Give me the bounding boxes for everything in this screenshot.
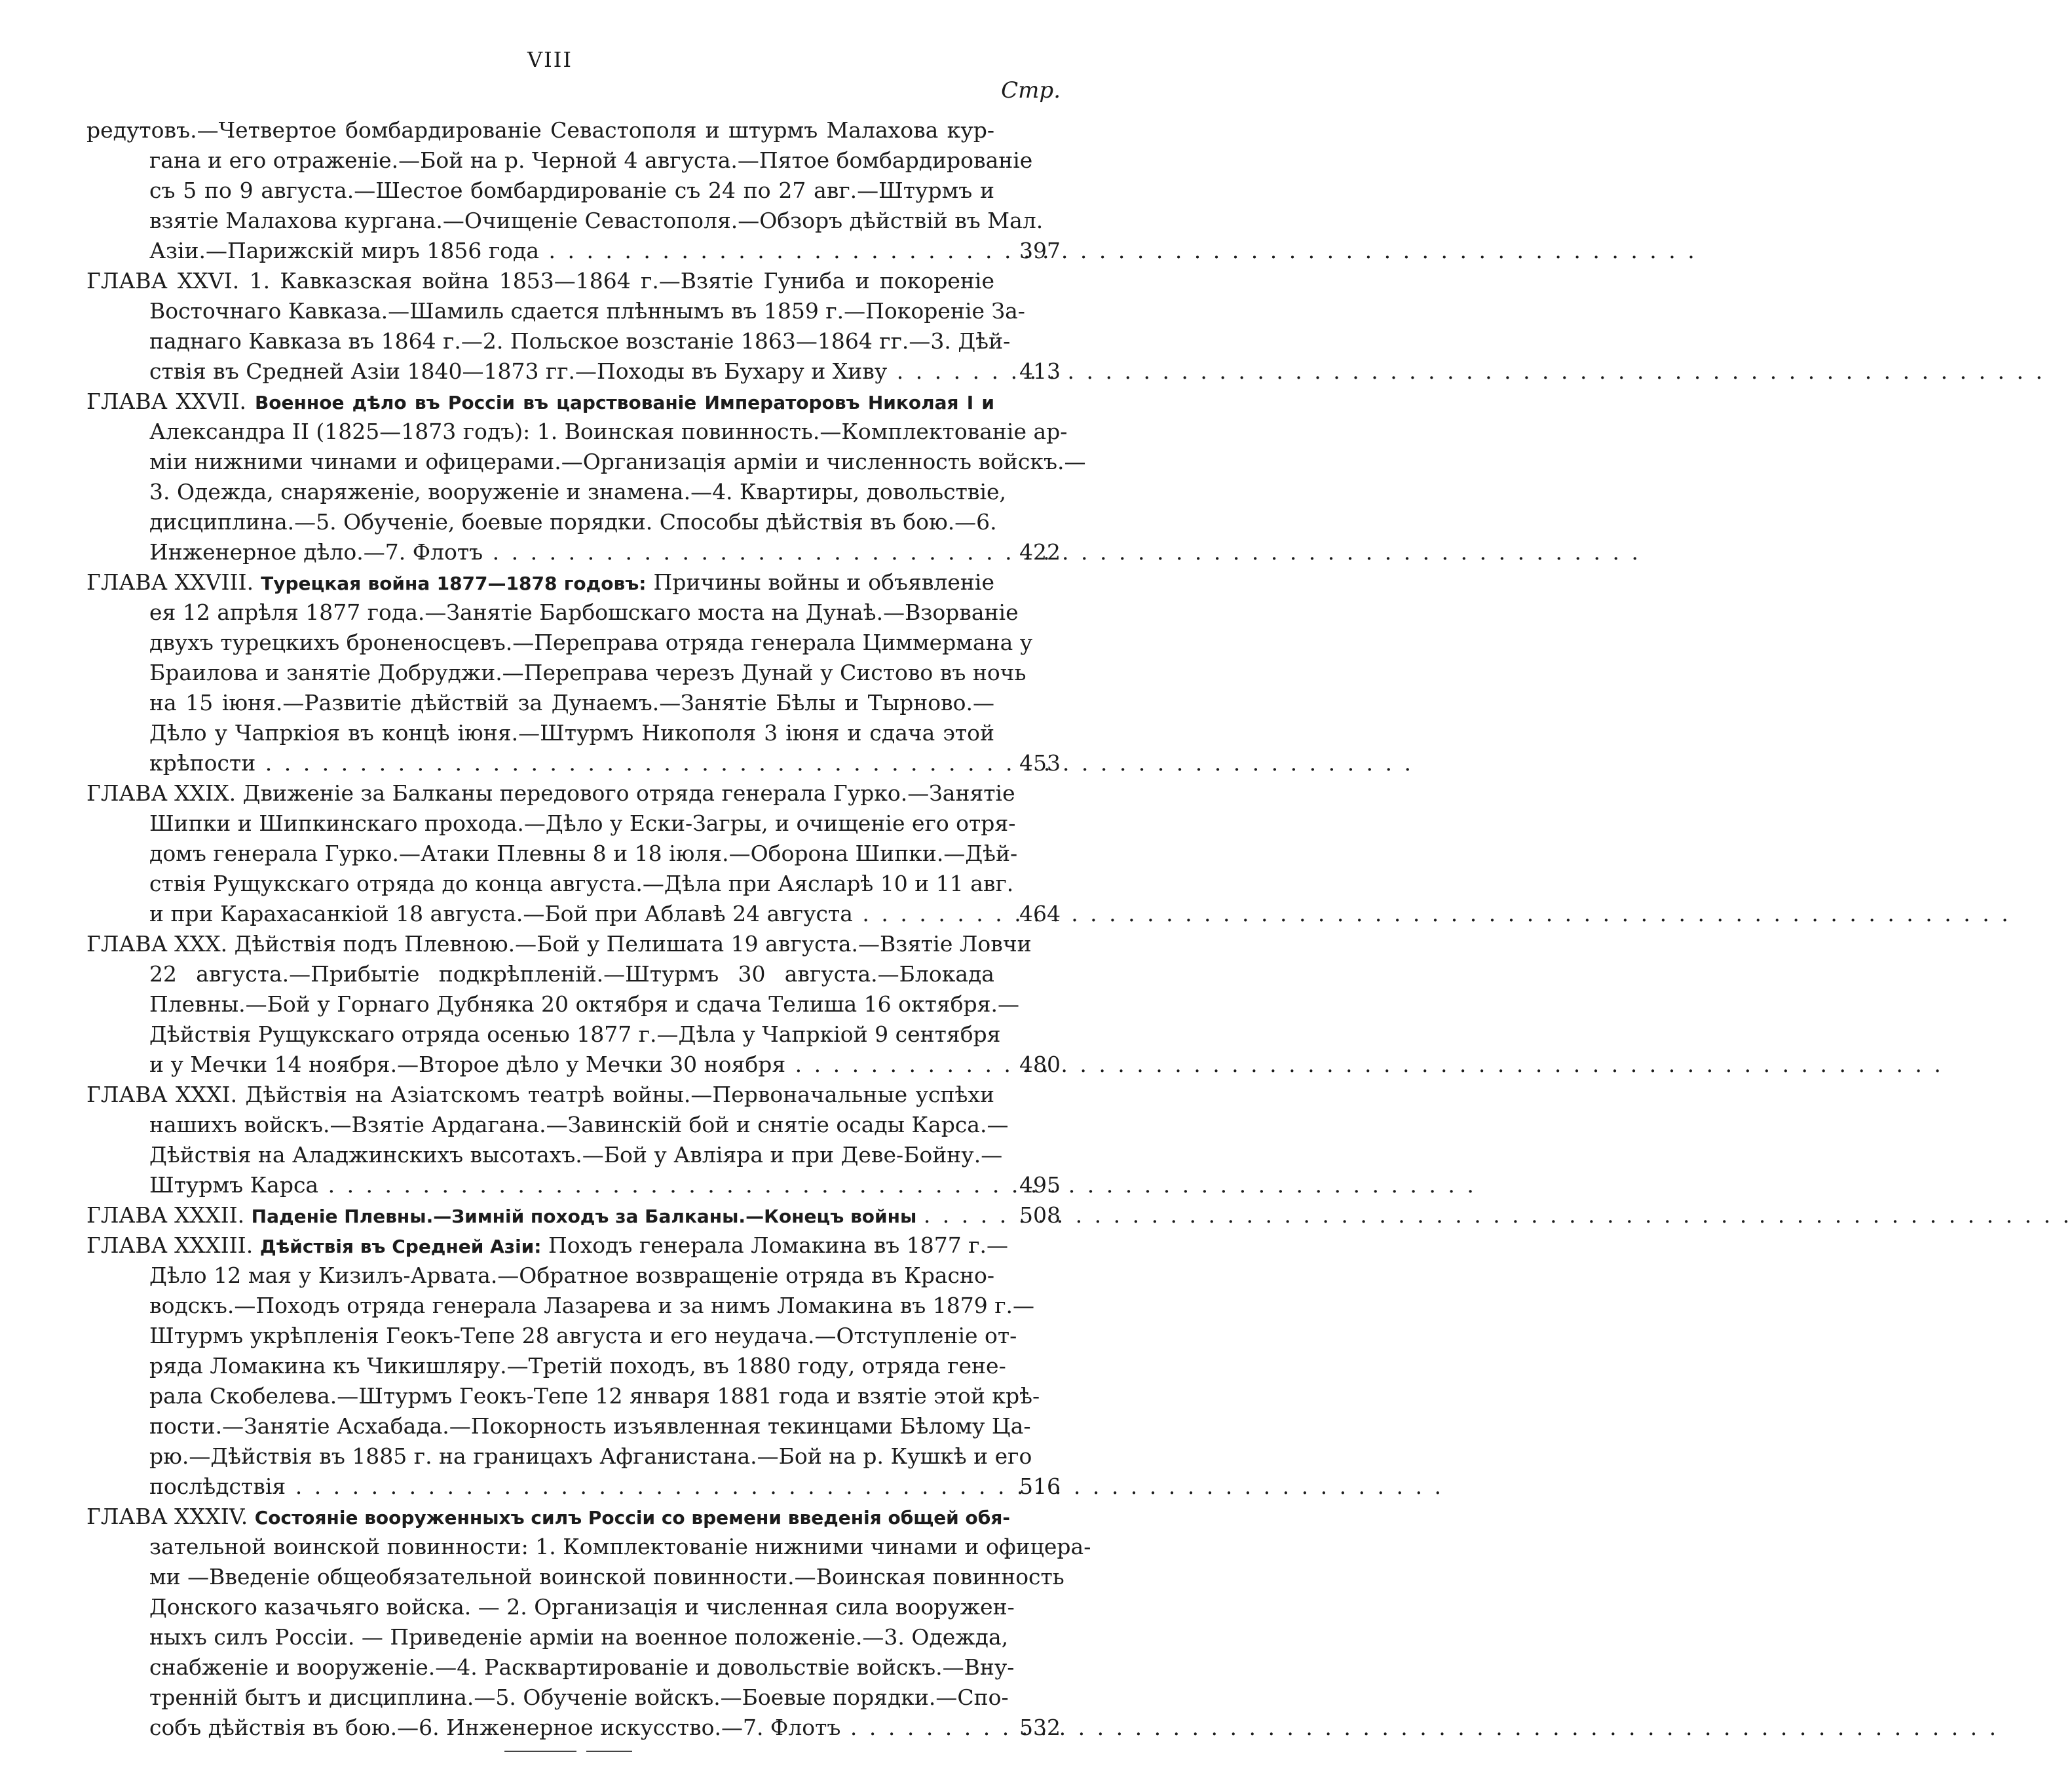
toc-line: Штурмъ укрѣпленія Геокъ-Тепе 28 августа и его неудача.—Отступленіе от- [149, 1323, 1017, 1348]
toc-line: и при Карахасанкіой 18 августа.—Бой при Аблавѣ 24 августа . . . [149, 899, 994, 929]
toc-page-number: 532 [1019, 1715, 1061, 1740]
toc-line: Дѣйствія подъ Плевною.—Бой у Пелишата 19 августа.—Взятіе Ловчи [234, 931, 1032, 957]
toc-chapter-entry [86, 778, 1015, 808]
toc-page-number: 397 [1019, 238, 1061, 263]
chapter-subject: Паденіе Плевны.—Зимній походъ за Балканы.—Конецъ войны [251, 1206, 917, 1227]
page-number: VIII [527, 47, 573, 72]
chapter-subject: Дѣйствія въ Средней Азіи: [259, 1236, 542, 1257]
toc-line: ныхъ силъ Россіи. — Приведеніе арміи на военное положеніе.—3. Одежда, [149, 1624, 1009, 1650]
toc-page-number: 508 [1019, 1202, 1061, 1228]
toc-line: Дѣйствія Рущукскаго отряда осенью 1877 г.—Дѣла у Чапркіой 9 сентября [149, 1021, 1001, 1047]
toc-page-number: 453 [1019, 750, 1061, 776]
toc-line: редутовъ.—Четвертое бомбардированіе Севастополя и штурмъ Малахова кур- [86, 117, 994, 143]
toc-line: Шипки и Шипкинскаго прохода.—Дѣло у Ески-Загры, и очищеніе его отря- [149, 810, 1016, 836]
toc-line: рала Скобелева.—Штурмъ Геокъ-Тепе 12 января 1881 года и взятіе этой крѣ- [149, 1383, 1040, 1409]
toc-line: Движеніе за Балканы передового отряда генерала Гурко.—Занятіе [242, 780, 1015, 806]
toc-line: 22 августа.—Прибытіе подкрѣпленій.—Штурмъ 30 августа.—Блокада [149, 961, 994, 987]
toc-line: 3. Одежда, снаряженіе, вооруженіе и знамена.—4. Квартиры, довольствіе, [149, 479, 1007, 504]
toc-line: Инженерное дѣло.—7. Флотъ . . . [149, 537, 994, 567]
toc-line: Дѣло 12 мая у Кизилъ-Арвата.—Обратное возвращеніе отряда въ Красно- [149, 1263, 994, 1288]
toc-line: снабженіе и вооруженіе.—4. Расквартированіе и довольствіе войскъ.—Вну- [149, 1654, 1015, 1680]
chapter-title: ГЛАВА XXVIII. [86, 569, 254, 595]
toc-chapter-entry [86, 1080, 994, 1110]
toc-line: послѣдствія . . . [149, 1472, 994, 1502]
toc-line: Браилова и занятіе Добруджи.—Переправа черезъ Дунай у Систово въ ночь [149, 660, 1027, 685]
chapter-title: ГЛАВА XXXI. [86, 1082, 238, 1107]
toc-page-number: 464 [1019, 901, 1061, 926]
toc-page-number: 516 [1019, 1474, 1061, 1499]
toc-page-number: 480 [1019, 1052, 1061, 1077]
toc-line: Азіи.—Парижскій миръ 1856 года . . . [149, 236, 994, 266]
footer-rule [504, 1751, 576, 1752]
toc-line: гана и его отраженіе.—Бой на р. Черной 4 августа.—Пятое бомбардированіе [149, 147, 1033, 173]
toc-page-number: 495 [1019, 1172, 1061, 1198]
toc-line: дисциплина.—5. Обученіе, боевые порядки. Способы дѣйствія въ бою.—6. [149, 509, 997, 535]
toc-line: водскъ.—Походъ отряда генерала Лазарева и за нимъ Ломакина въ 1879 г.— [149, 1293, 1035, 1318]
chapter-title: ГЛАВА XXXIII. [86, 1232, 254, 1258]
toc-line: ствія въ Средней Азіи 1840—1873 гг.—Походы въ Бухару и Хиву . . . [149, 356, 994, 387]
toc-line: рю.—Дѣйствія въ 1885 г. на границахъ Афганистана.—Бой на р. Кушкѣ и его [149, 1443, 1032, 1469]
toc-line: Александра II (1825—1873 годъ): 1. Воинская повинность.—Комплектованіе ар- [149, 419, 1068, 444]
chapter-subject: Военное дѣло въ Россіи въ царствованіе Императоровъ Николая I и [254, 392, 994, 413]
chapter-title: ГЛАВА XXXII. [86, 1202, 245, 1228]
toc-line: ряда Ломакина къ Чикишляру.—Третій походъ, въ 1880 году, отряда гене- [149, 1353, 1006, 1379]
toc-line: крѣпости . . . [149, 748, 994, 778]
toc-line: паднаго Кавказа въ 1864 г.—2. Польское возстаніе 1863—1864 гг.—3. Дѣй- [149, 328, 1011, 354]
toc-line: ми —Введеніе общеобязательной воинской повинности.—Воинская повинность [149, 1564, 1064, 1589]
chapter-title: ГЛАВА XXX. [86, 931, 228, 957]
toc-line: пости.—Занятіе Асхабада.—Покорность изъявленная текинцами Бѣлому Ца- [149, 1413, 1031, 1439]
toc-line: Походъ генерала Ломакина въ 1877 г.— [548, 1232, 1009, 1258]
toc-line: нашихъ войскъ.—Взятіе Ардагана.—Завинскій бой и снятіе осады Карса.— [149, 1112, 1009, 1137]
toc-line: Плевны.—Бой у Горнаго Дубняка 20 октября и сдача Телиша 16 октября.— [149, 991, 1019, 1017]
pages-column-label: Стр. [1001, 77, 1061, 104]
toc-line: двухъ турецкихъ броненосцевъ.—Переправа отряда генерала Циммермана у [149, 630, 1033, 655]
toc-line: домъ генерала Гурко.—Атаки Плевны 8 и 18 іюля.—Оборона Шипки.—Дѣй- [149, 841, 1018, 866]
toc-line: тренній бытъ и дисциплина.—5. Обученіе войскъ.—Боевые порядки.—Спо- [149, 1684, 1009, 1710]
toc-chapter-entry [86, 567, 994, 598]
toc-chapter-entry [86, 266, 994, 296]
toc-page-number: 413 [1019, 358, 1061, 384]
toc-chapter-entry [86, 1502, 1010, 1532]
toc-chapter-entry [86, 1200, 994, 1230]
chapter-subject: Состояніе вооруженныхъ силъ Россіи со времени введенія общей обя- [254, 1507, 1010, 1529]
toc-line: Восточнаго Кавказа.—Шамиль сдается плѣннымъ въ 1859 г.—Покореніе За- [149, 298, 1025, 324]
toc-line: ея 12 апрѣля 1877 года.—Занятіе Барбошскаго моста на Дунаѣ.—Взорваніе [149, 599, 1019, 625]
toc-chapter-entry [86, 387, 994, 417]
toc-line: на 15 іюня.—Развитіе дѣйствій за Дунаемъ.—Занятіе Бѣлы и Тырново.— [149, 690, 994, 715]
toc-line: Штурмъ Карса . . . [149, 1170, 994, 1200]
toc-line: міи нижними чинами и офицерами.—Организація арміи и численность войскъ.— [149, 449, 1086, 474]
toc-line: съ 5 по 9 августа.—Шестое бомбардированіе съ 24 по 27 авг.—Штурмъ и [149, 178, 994, 203]
toc-chapter-entry [86, 929, 1032, 959]
toc-line: зательной воинской повинности: 1. Комплектованіе нижними чинами и офицера- [149, 1534, 1091, 1559]
toc-line: взятіе Малахова кургана.—Очищеніе Севастополя.—Обзоръ дѣйствій въ Мал. [149, 208, 1044, 233]
chapter-title: ГЛАВА XXXIV. [86, 1504, 248, 1529]
toc-line: Донского казачьяго войска. — 2. Организація и численная сила вооружен- [149, 1594, 1015, 1620]
toc-line: Дѣйствія на Азіатскомъ театрѣ войны.—Первоначальные успѣхи [245, 1082, 995, 1107]
toc-line: Причины войны и объявленіе [653, 569, 995, 595]
toc-line: 1. Кавказская война 1853—1864 г.—Взятіе Гуниба и покореніе [249, 268, 994, 294]
toc-chapter-entry [86, 1230, 1009, 1261]
chapter-title: ГЛАВА XXVI. [86, 268, 240, 294]
chapter-title: ГЛАВА XXVII. [86, 389, 246, 414]
toc-line: ствія Рущукскаго отряда до конца августа.—Дѣла при Аясларѣ 10 и 11 авг. [149, 871, 1014, 896]
toc-line: собъ дѣйствія въ бою.—6. Инженерное искусство.—7. Флотъ . . . [149, 1713, 994, 1743]
toc-line: Дѣйствія на Аладжинскихъ высотахъ.—Бой у Авліяра и при Деве-Бойну.— [149, 1142, 1003, 1168]
chapter-subject: Турецкая война 1877—1878 годовъ: [261, 573, 647, 594]
toc-line: и у Мечки 14 ноября.—Второе дѣло у Мечки 30 ноября . . . [149, 1050, 994, 1080]
toc-line: Дѣло у Чапркіоя въ концѣ іюня.—Штурмъ Никополя 3 іюня и сдача этой [149, 720, 994, 746]
chapter-title: ГЛАВА XXIX. [86, 780, 236, 806]
toc-page-number: 422 [1019, 539, 1061, 565]
footer-rule [586, 1751, 632, 1752]
